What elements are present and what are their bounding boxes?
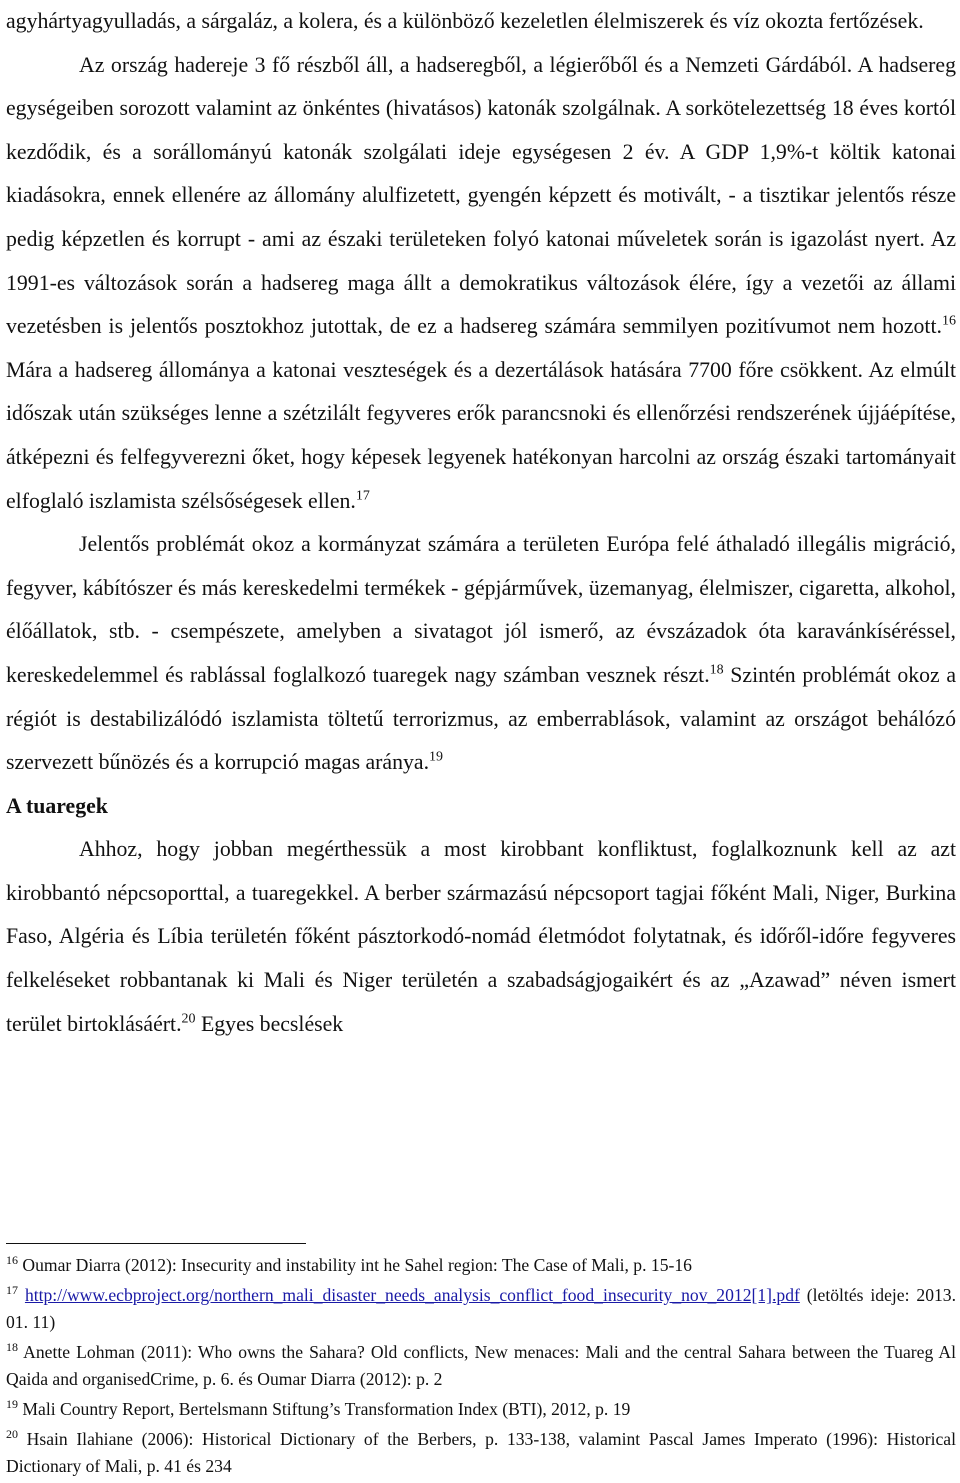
paragraph <box>6 828 956 1046</box>
paragraph-text: Mára a hadsereg állománya a katonai veszteségek és a dezertálások hatására 7700 főre csökkent. Az elmúlt időszak után szükséges lenne a szétzilált fegyveres erők parancsnoki és ellenőrzési rendszerének újjáépítése, átképezni és felfegyverezni őket, hogy képesek legyenek hatékonyan harcolni az ország északi tartományait elfoglaló iszlamista szélsőségesek ellen. <box>6 357 956 513</box>
footnote-reference: 18 <box>709 662 724 678</box>
footnote-number: 18 <box>6 1340 18 1355</box>
footnote-text: Hsain Ilahiane (2006): Historical Dictionary of the Berbers, p. 133-138, valamint Pascal James Imperato (1996): Historical Dictionary of Mali, p. 41 és 234 <box>6 1429 956 1476</box>
paragraph-text: Szintén problémát okoz a régiót is destabilizálódó iszlamista töltetű terrorizmus, az emberrablások, valamint az országot behálózó szervezett bűnözés és a korrupció magas aránya. <box>6 662 957 775</box>
footnote-reference: 20 <box>181 1011 196 1027</box>
footnote-reference: 16 <box>942 313 956 329</box>
footnote-text: Anette Lohman (2011): Who owns the Sahara? Old conflicts, New menaces: Mali and the central Sahara between the Tuareg Al Qaida and organisedCrime, p. 6. és Oumar Diarra (2012): p. 2 <box>6 1342 956 1389</box>
footnote <box>6 1426 956 1479</box>
footnote <box>6 1282 956 1335</box>
footnote <box>6 1252 956 1278</box>
footnote <box>6 1339 956 1392</box>
paragraph <box>6 523 956 785</box>
paragraph-text: Jelentős problémát okoz a kormányzat számára a területen Európa felé áthaladó illegális migráció, fegyver, kábítószer és más kereskedelmi termékek - gépjárművek, üzemanyag, élelmiszer, cigaretta, alkohol, élőállatok, stb. - csempészete, amelyben a sivatagot jól ismerő, az évszázadok óta karavánkíséréssel, kereskedelemmel és rablással foglalkozó tuaregek nagy számban vesznek részt. <box>6 532 956 687</box>
paragraph <box>6 0 956 44</box>
footnote-number: 20 <box>6 1427 18 1442</box>
footnote <box>6 1396 956 1422</box>
footnote-number: 17 <box>6 1283 18 1298</box>
document-page <box>6 0 956 1046</box>
footnote-text: (letöltés ideje: 2013. 01. 11) <box>6 1285 956 1332</box>
section-heading: A tuaregek <box>6 793 108 818</box>
footnote-text: Oumar Diarra (2012): Insecurity and instability int he Sahel region: The Case of Mali, p. 15-16 <box>18 1255 692 1275</box>
footnote-reference: 19 <box>429 749 444 765</box>
footnote-separator <box>6 1243 306 1244</box>
footnote-link[interactable]: http://www.ecbproject.org/northern_mali_disaster_needs_analysis_conflict_food_insecurity_nov_2012[1].pdf <box>24 1285 800 1306</box>
footnote-reference: 17 <box>355 488 370 504</box>
footnote-number: 19 <box>6 1397 18 1412</box>
paragraph-text: Ahhoz, hogy jobban megérthessük a most kirobbant konfliktust, foglalkoznunk kell az azt kirobbantó népcsoporttal, a tuaregekkel. A berber származású népcsoport tagjai főként Mali, Niger, Burkina Faso, Algéria és Líbia területén főként pásztorkodó-nomád életmódot folytatnak, és időről-időre fegyveres felkeléseket robbantanak ki Mali és Niger területén a szabadságjogaikért és az „Azawad” néven ismert terület birtoklásáért. <box>6 837 956 1036</box>
paragraphs-after-heading <box>6 828 956 1046</box>
paragraph-text: Az ország hadereje 3 fő részből áll, a hadseregből, a légierőből és a Nemzeti Gárdából. A hadsereg egységeiben sorozott valamint az önkéntes (hivatásos) katonák szolgálnak. A sorkötelezettség 18 éves kortól kezdődik, és a sorállományú katonák szolgálati ideje egységesen 2 év. A GDP 1,9%-t költik katonai kiadásokra, ennek ellenére az állomány alulfizetett, gyengén képzett és motivált, - a tisztikar jelentős része pedig képzetlen és korrupt - ami az északi területeken folyó katonai műveletek során is igazolást nyert. Az 1991-es változások során a hadsereg maga állt a demokratikus változások élére, így a vezetői az állami vezetésben is jelentős posztokhoz jutottak, de ez a hadsereg számára semmilyen pozitívumot nem hozott. <box>6 52 956 339</box>
paragraph-text: agyhártyagyulladás, a sárgaláz, a kolera, és a különböző kezeletlen élelmiszerek és víz okozta fertőzések. <box>6 9 924 33</box>
paragraph <box>6 44 956 524</box>
footnote-number: 16 <box>6 1253 18 1268</box>
paragraphs-before-heading <box>6 0 956 785</box>
paragraph-text: Egyes becslések <box>195 1011 344 1036</box>
footnote-text: Mali Country Report, Bertelsmann Stiftung’s Transformation Index (BTI), 2012, p. 19 <box>18 1399 631 1420</box>
footnotes <box>6 1252 956 1483</box>
body-text <box>6 0 956 1046</box>
footnote-text <box>18 1285 25 1305</box>
